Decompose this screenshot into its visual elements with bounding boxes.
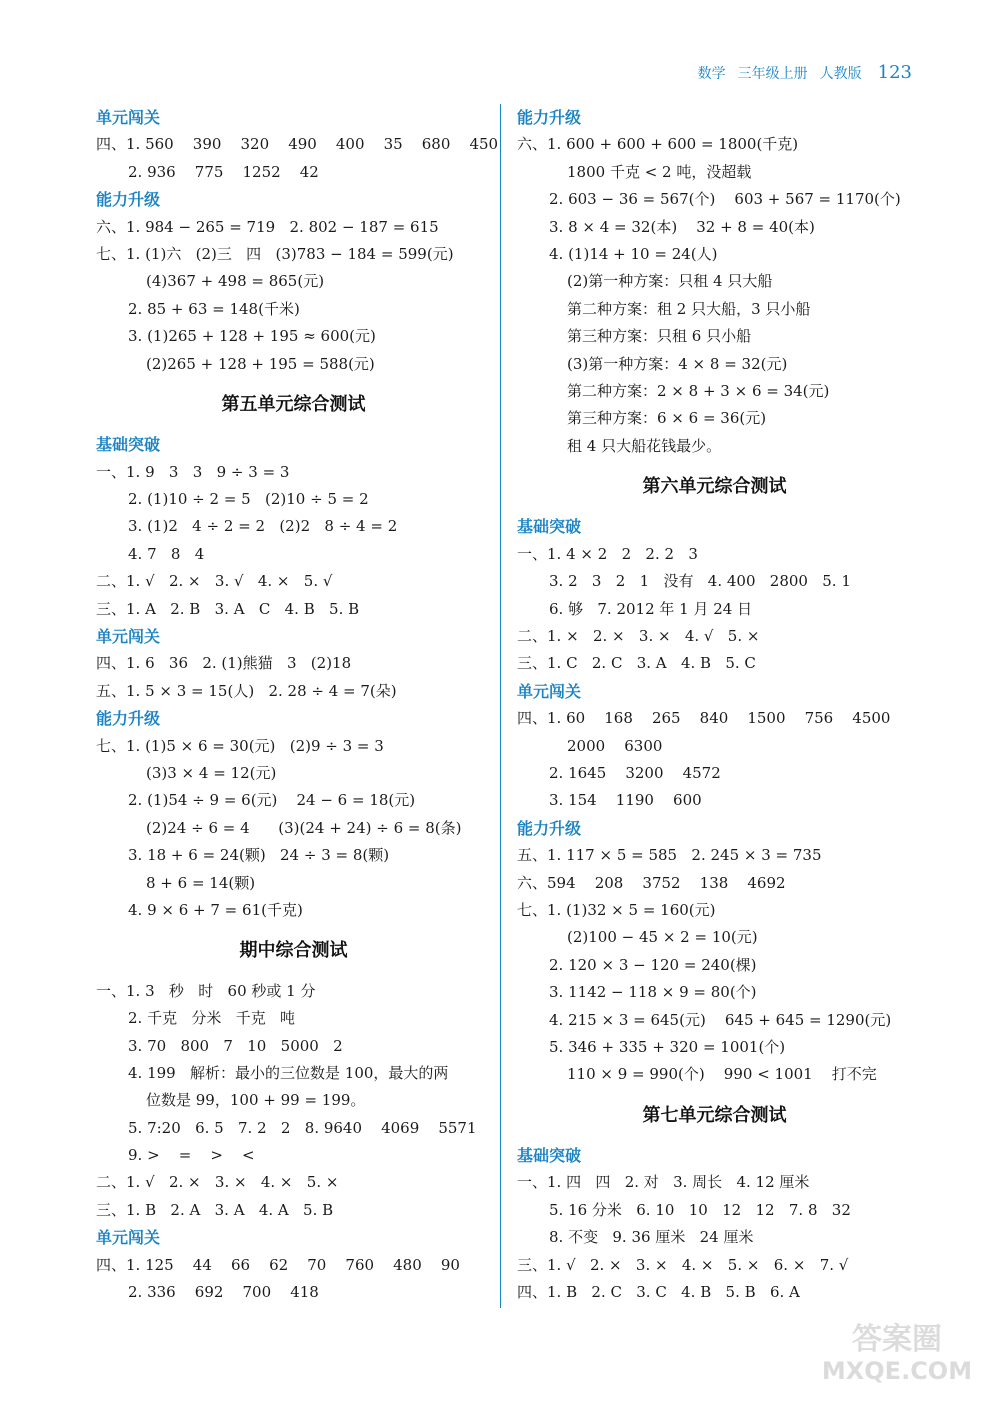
answer-line: (2)第一种方案：只租 4 只大船 — [567, 272, 773, 291]
answer-line: 2000 6300 — [567, 736, 663, 755]
answer-line: 2. (1)54 ÷ 9 = 6(元) 24 − 6 = 18(元) — [128, 791, 416, 810]
answer-line: 七、1. (1)5 × 6 = 30(元) (2)9 ÷ 3 = 3 — [96, 736, 384, 755]
spacer — [517, 1089, 912, 1102]
answer-line: 5. 16 分米 6. 10 10 12 12 7. 8 32 — [549, 1200, 851, 1219]
section-heading: 单元闯关 — [517, 681, 582, 701]
answer-line: 6. 够 7. 2012 年 1 月 24 日 — [549, 599, 753, 618]
page-header — [698, 62, 912, 83]
answer-line: 2. 120 × 3 − 120 = 240(棵) — [549, 955, 757, 974]
section-heading: 基础突破 — [96, 435, 161, 455]
answer-line: 一、1. 9 3 3 9 ÷ 3 = 3 — [96, 462, 290, 481]
header-edition: 人教版 — [819, 66, 862, 82]
answer-line: 3. 1142 − 118 × 9 = 80(个) — [549, 983, 757, 1002]
header-subject: 数学 — [697, 66, 726, 82]
section-heading: 能力升级 — [96, 709, 161, 729]
answer-line: 五、1. 5 × 3 = 15(人) 2. 28 ÷ 4 = 7(朵) — [96, 681, 397, 700]
answer-line: 5. 7:20 6. 5 7. 2 2 8. 9640 4069 5571 — [128, 1118, 477, 1137]
answer-line: 4. 199 解析：最小的三位数是 100，最大的两 — [128, 1063, 449, 1082]
answer-line: 3. (1)2 4 ÷ 2 = 2 (2)2 8 ÷ 4 = 2 — [128, 517, 398, 536]
answer-line: 4. (1)14 + 10 = 24(人) — [549, 244, 718, 263]
spacer — [96, 418, 491, 431]
watermark-line2: MXQE.COM — [821, 1357, 973, 1385]
answer-line: 三、1. √ 2. × 3. × 4. × 5. × 6. × 7. √ — [517, 1255, 849, 1274]
test-title: 第六单元综合测试 — [642, 476, 787, 498]
section-heading: 能力升级 — [96, 190, 161, 210]
right-column — [517, 104, 912, 1306]
spacer — [517, 1129, 912, 1142]
answer-line: 第三种方案：只租 6 只小船 — [567, 327, 752, 346]
header-grade: 三年级上册 — [737, 66, 808, 82]
answer-line: (2)265 + 128 + 195 = 588(元) — [146, 354, 375, 373]
answer-line: 三、1. B 2. A 3. A 4. A 5. B — [96, 1200, 334, 1219]
answer-line: 3. 70 800 7 10 5000 2 — [128, 1036, 343, 1055]
spacer — [96, 378, 491, 391]
answer-line: 3. 154 1190 600 — [549, 791, 702, 810]
answer-line: 4. 215 × 3 = 645(元) 645 + 645 = 1290(元) — [549, 1010, 892, 1029]
test-title: 第七单元综合测试 — [642, 1104, 787, 1126]
answer-line: 四、1. 6 36 2. (1)熊猫 3 (2)18 — [96, 654, 352, 673]
answer-line: 2. 603 − 36 = 567(个) 603 + 567 = 1170(个) — [549, 190, 901, 209]
spacer — [517, 500, 912, 513]
answer-line: 1800 千克 < 2 吨，没超载 — [567, 162, 752, 181]
answer-line: 2. 85 + 63 = 148(千米) — [128, 299, 300, 318]
column-divider — [500, 104, 501, 1308]
spacer — [517, 460, 912, 473]
answer-line: (4)367 + 498 = 865(元) — [146, 272, 325, 291]
answer-line: 三、1. A 2. B 3. A C 4. B 5. B — [96, 599, 360, 618]
answer-line: 五、1. 117 × 5 = 585 2. 245 × 3 = 735 — [517, 846, 822, 865]
answer-line: 2. 336 692 700 418 — [128, 1283, 319, 1302]
answer-line: 2. 936 775 1252 42 — [128, 162, 319, 181]
answer-line: 110 × 9 = 990(个) 990 < 1001 打不完 — [567, 1065, 877, 1084]
section-heading: 基础突破 — [517, 517, 582, 537]
answer-line: 8 + 6 = 14(颗) — [146, 873, 256, 892]
answer-line: 2. 1645 3200 4572 — [549, 763, 721, 782]
answer-line: 七、1. (1)六 (2)三 四 (3)783 − 184 = 599(元) — [96, 244, 454, 263]
answer-line: (3)第一种方案：4 × 8 = 32(元) — [567, 354, 788, 373]
section-heading: 单元闯关 — [96, 627, 161, 647]
test-title: 第五单元综合测试 — [221, 393, 366, 415]
watermark-logo — [808, 1315, 986, 1387]
answer-line: 四、1. 125 44 66 62 70 760 480 90 — [96, 1255, 460, 1274]
answer-line: 四、1. B 2. C 3. C 4. B 5. B 6. A — [517, 1283, 800, 1302]
section-heading: 单元闯关 — [96, 1228, 161, 1248]
answer-line: 5. 346 + 335 + 320 = 1001(个) — [549, 1037, 786, 1056]
answer-line: 四、1. 60 168 265 840 1500 756 4500 — [517, 709, 891, 728]
answer-line: 3. (1)265 + 128 + 195 ≈ 600(元) — [128, 327, 376, 346]
answer-line: 四、1. 560 390 320 490 400 35 680 450 — [96, 135, 499, 154]
spacer — [96, 965, 491, 978]
answer-line: (2)100 − 45 × 2 = 10(元) — [567, 928, 758, 947]
answer-line: 二、1. × 2. × 3. × 4. √ 5. × — [517, 627, 760, 646]
answer-line: 位数是 99，100 + 99 = 199。 — [146, 1091, 366, 1110]
answer-line: 一、1. 4 × 2 2 2. 2 3 — [517, 544, 698, 563]
left-column — [96, 104, 499, 1306]
spacer — [96, 924, 491, 937]
section-heading: 能力升级 — [517, 108, 582, 127]
section-heading: 单元闯关 — [96, 108, 161, 127]
answer-line: 二、1. √ 2. × 3. √ 4. × 5. √ — [96, 572, 333, 591]
answer-line: 三、1. C 2. C 3. A 4. B 5. C — [517, 654, 756, 673]
answer-line: 4. 9 × 6 + 7 = 61(千克) — [128, 900, 303, 919]
section-heading: 基础突破 — [517, 1146, 582, 1166]
answer-line: 第二种方案：租 2 只大船，3 只小船 — [567, 299, 811, 318]
answer-line: 9. > = > < — [128, 1146, 255, 1165]
answer-line: 4. 7 8 4 — [128, 544, 205, 563]
answer-line: (2)24 ÷ 6 = 4 (3)(24 + 24) ÷ 6 = 8(条) — [146, 818, 462, 837]
answer-line: 第二种方案：2 × 8 + 3 × 6 = 34(元) — [567, 381, 830, 400]
test-title: 期中综合测试 — [239, 940, 348, 962]
answer-line: 六、1. 984 − 265 = 719 2. 802 − 187 = 615 — [96, 217, 439, 236]
answer-line: 一、1. 3 秒 时 60 秒或 1 分 — [96, 981, 316, 1000]
answer-line: 8. 不变 9. 36 厘米 24 厘米 — [549, 1228, 754, 1247]
section-heading: 能力升级 — [517, 818, 582, 838]
answer-line: 3. 8 × 4 = 32(本) 32 + 8 = 40(本) — [549, 217, 815, 236]
answer-line: (3)3 × 4 = 12(元) — [146, 763, 277, 782]
answer-line: 2. 千克 分米 千克 吨 — [128, 1009, 295, 1028]
answer-line: 一、1. 四 四 2. 对 3. 周长 4. 12 厘米 — [517, 1173, 810, 1192]
answer-line: 2. (1)10 ÷ 2 = 5 (2)10 ÷ 5 = 2 — [128, 490, 369, 509]
answer-line: 第三种方案：6 × 6 = 36(元) — [567, 409, 767, 428]
answer-line: 六、1. 600 + 600 + 600 = 1800(千克) — [517, 135, 799, 154]
answer-line: 二、1. √ 2. × 3. × 4. × 5. × — [96, 1173, 339, 1192]
answer-line: 租 4 只大船花钱最少。 — [567, 436, 722, 455]
answer-line: 3. 18 + 6 = 24(颗) 24 ÷ 3 = 8(颗) — [128, 846, 390, 865]
answer-line: 3. 2 3 2 1 没有 4. 400 2800 5. 1 — [549, 572, 851, 591]
answer-line: 七、1. (1)32 × 5 = 160(元) — [517, 900, 716, 919]
answer-line: 六、594 208 3752 138 4692 — [517, 873, 786, 892]
page-number: 123 — [877, 62, 912, 83]
watermark-line1: 答案圈 — [852, 1322, 942, 1357]
